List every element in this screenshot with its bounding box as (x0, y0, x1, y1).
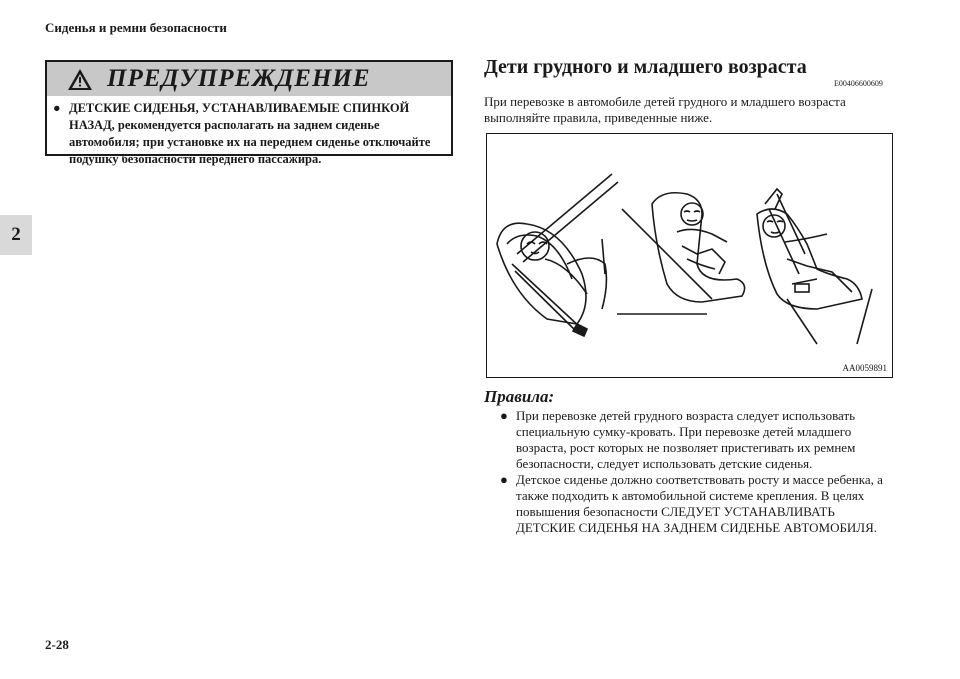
warning-box (45, 60, 453, 166)
rules-list (500, 408, 896, 536)
section-title: Дети грудного и младшего возраста (484, 56, 807, 78)
list-item (500, 472, 896, 536)
bullet-icon: ● (500, 408, 508, 423)
page-header: Сиденья и ремни безопасности (45, 20, 227, 35)
rules-title: Правила: (484, 387, 555, 406)
bullet-icon: ● (53, 101, 61, 115)
page-number: 2-28 (45, 637, 69, 652)
list-item (500, 408, 896, 472)
child-seats-drawing (487, 134, 891, 376)
section-code: E00406600609 (834, 79, 883, 88)
figure-code: AA0059891 (842, 363, 887, 373)
rule-text: При перевозке детей грудного возраста следует использовать специальную сумку-кровать. При перевозке детей младшего возраста, рост которых не позволяет пристегивать их ремнем безопасности, следует использовать детские сиденья. (516, 408, 856, 471)
warning-banner (47, 62, 451, 96)
child-seats-illustration (486, 133, 893, 378)
warning-triangle-icon (67, 68, 93, 91)
rule-text: Детское сиденье должно соответствовать росту и массе ребенка, а также подходить к автомобильной системе крепления. В целях повышения безопасности СЛЕДУЕТ УСТАНАВЛИВАТЬ ДЕТСКИЕ СИДЕНЬЯ НА ЗАДНЕМ СИДЕНЬЕ АВТОМОБИЛЯ. (516, 472, 883, 535)
warning-title: ПРЕДУПРЕЖДЕНИЕ (107, 65, 371, 92)
chapter-tab: 2 (0, 215, 32, 255)
bullet-icon: ● (500, 472, 508, 487)
warning-text-line1: ДЕТСКИЕ СИДЕНЬЯ, УСТАНАВЛИВАЕМЫЕ СПИНКОЙ (69, 101, 410, 115)
section-intro: При перевозке в автомобиле детей грудного и младшего возраста выполняйте правила, приведенные ниже. (484, 94, 846, 125)
warning-text-rest: НАЗАД, рекомендуется располагать на заднем сиденье автомобиля; при установке их на переднем сиденье отключайте подушку безопасности переднего пассажира. (69, 118, 431, 166)
warning-text (53, 100, 445, 168)
